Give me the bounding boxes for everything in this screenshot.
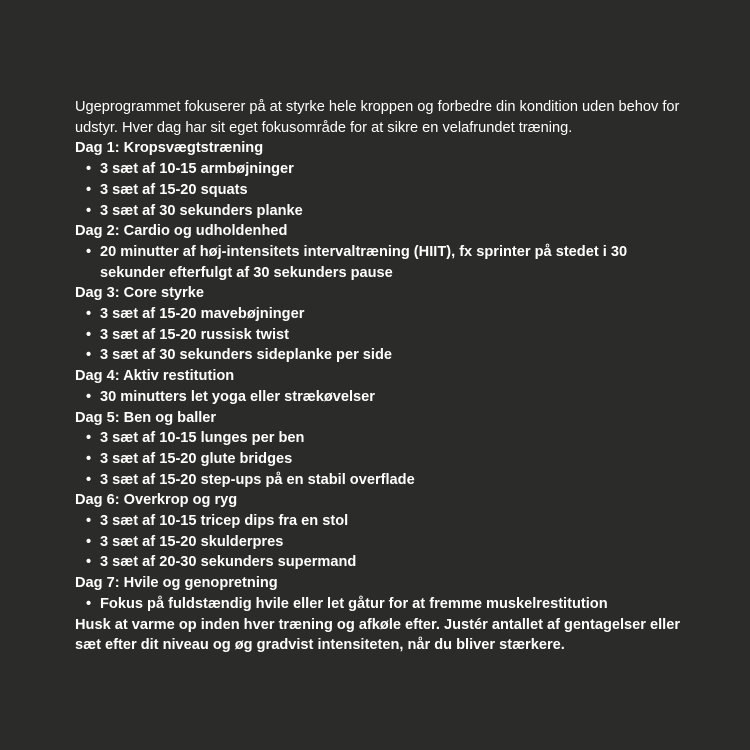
bullet-icon: • <box>86 161 92 178</box>
exercise-list <box>75 511 685 573</box>
exercise-text: 30 minutters let yoga eller strækøvelser <box>100 388 375 405</box>
day-section-4 <box>75 366 685 407</box>
exercise-item <box>75 345 685 366</box>
exercise-list <box>75 387 685 408</box>
exercise-text: 3 sæt af 10-15 armbøjninger <box>100 161 294 178</box>
exercise-item <box>75 201 685 222</box>
bullet-icon: • <box>86 595 92 612</box>
exercise-text: Fokus på fuldstændig hvile eller let gåtur for at fremme muskelrestitution <box>100 595 608 612</box>
exercise-text: 3 sæt af 15-20 russisk twist <box>100 326 289 343</box>
day-title: Dag 5: Ben og baller <box>75 409 217 426</box>
exercise-item <box>75 428 685 449</box>
day-title: Dag 6: Overkrop og ryg <box>75 492 238 509</box>
exercise-list <box>75 594 685 615</box>
bullet-icon: • <box>86 533 92 550</box>
exercise-item <box>75 304 685 325</box>
exercise-text: 3 sæt af 10-15 tricep dips fra en stol <box>100 513 349 530</box>
exercise-item <box>75 325 685 346</box>
exercise-text: 3 sæt af 15-20 skulderpres <box>100 533 284 550</box>
day-section-1 <box>75 138 685 221</box>
day-title: Dag 2: Cardio og udholdenhed <box>75 223 288 240</box>
intro-paragraph: Ugeprogrammet fokuserer på at styrke hele kroppen og forbedre din kondition uden behov for udstyr. Hver dag har sit eget fokusområde for at sikre en velafrundet træning. <box>75 99 680 136</box>
bullet-icon: • <box>86 450 92 467</box>
exercise-item <box>75 552 685 573</box>
day-title: Dag 7: Hvile og genopretning <box>75 575 278 592</box>
day-title: Dag 3: Core styrke <box>75 285 204 302</box>
exercise-text: 3 sæt af 15-20 squats <box>100 181 248 198</box>
exercise-text: 3 sæt af 30 sekunders planke <box>100 202 303 219</box>
day-title: Dag 4: Aktiv restitution <box>75 368 235 385</box>
bullet-icon: • <box>86 430 92 447</box>
bullet-icon: • <box>86 388 92 405</box>
exercise-item <box>75 532 685 553</box>
exercise-item <box>75 511 685 532</box>
day-section-7 <box>75 573 685 614</box>
exercise-text: 3 sæt af 10-15 lunges per ben <box>100 430 305 447</box>
exercise-item <box>75 594 685 615</box>
exercise-text: 3 sæt af 15-20 step-ups på en stabil overflade <box>100 471 415 488</box>
bullet-icon: • <box>86 243 92 260</box>
day-title: Dag 1: Kropsvægtstræning <box>75 140 264 157</box>
workout-document <box>75 97 685 656</box>
exercise-item <box>75 387 685 408</box>
exercise-list <box>75 428 685 490</box>
outro-paragraph: Husk at varme op inden hver træning og afkøle efter. Justér antallet af gentagelser eller sæt efter dit niveau og øg gradvist intensiteten, når du bliver stærkere. <box>75 616 681 654</box>
bullet-icon: • <box>86 326 92 343</box>
exercise-item <box>75 242 685 283</box>
exercise-text: 3 sæt af 15-20 mavebøjninger <box>100 306 305 323</box>
exercise-item <box>75 449 685 470</box>
exercise-list <box>75 304 685 366</box>
day-section-6 <box>75 490 685 573</box>
exercise-list <box>75 242 685 283</box>
exercise-item <box>75 159 685 180</box>
exercise-list <box>75 159 685 221</box>
bullet-icon: • <box>86 471 92 488</box>
bullet-icon: • <box>86 554 92 571</box>
bullet-icon: • <box>86 306 92 323</box>
bullet-icon: • <box>86 202 92 219</box>
exercise-text: 3 sæt af 30 sekunders sideplanke per side <box>100 347 393 364</box>
day-section-5 <box>75 408 685 491</box>
bullet-icon: • <box>86 347 92 364</box>
bullet-icon: • <box>86 513 92 530</box>
exercise-item <box>75 470 685 491</box>
day-section-3 <box>75 283 685 366</box>
exercise-item <box>75 180 685 201</box>
exercise-text: 3 sæt af 15-20 glute bridges <box>100 450 293 467</box>
bullet-icon: • <box>86 181 92 198</box>
exercise-text: 20 minutter af høj-intensitets intervaltræning (HIIT), fx sprinter på stedet i 30 sekunder efterfulgt af 30 sekunders pause <box>100 243 628 281</box>
exercise-text: 3 sæt af 20-30 sekunders supermand <box>100 554 357 571</box>
day-section-2 <box>75 221 685 283</box>
